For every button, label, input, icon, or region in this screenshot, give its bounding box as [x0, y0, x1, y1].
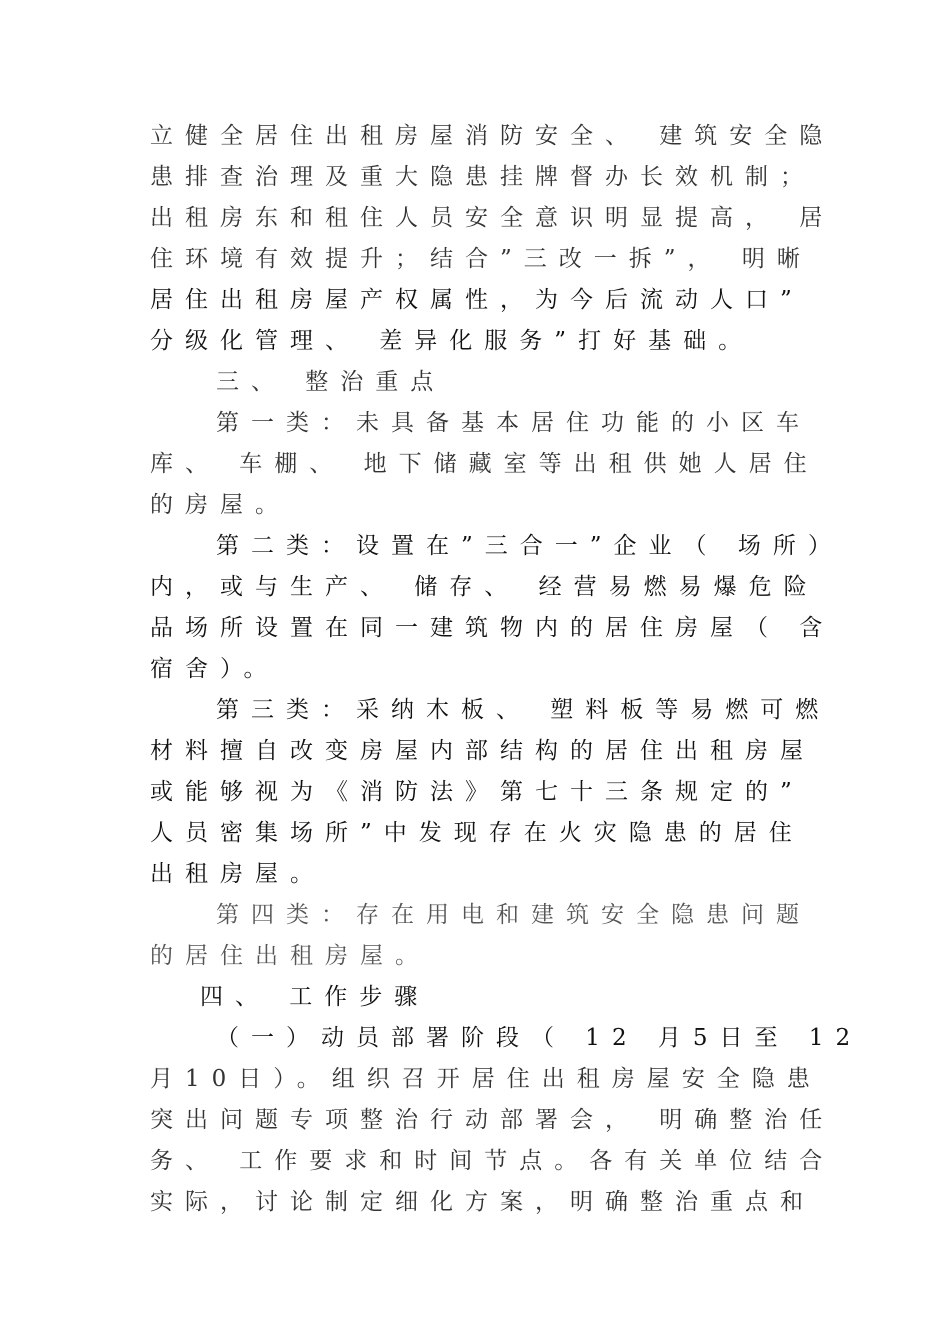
paragraph-start: （一）动员部署阶段（ 12 月5日至 12	[216, 1025, 863, 1051]
text-line: 或能够视为《消防法》第七十三条规定的”	[150, 779, 804, 805]
text-line: 实际，讨论制定细化方案，明确整治重点和	[150, 1189, 815, 1215]
text-line: 品场所设置在同一建筑物内的居住房屋（ 含	[150, 615, 835, 641]
paragraph-start: 第一类：未具备基本居住功能的小区车	[216, 410, 811, 436]
section-heading: 三、 整治重点	[216, 369, 446, 395]
paragraph-start: 第三类：采纳木板、 塑料板等易燃可燃	[216, 697, 831, 723]
text-line: 务、 工作要求和时间节点。各有关单位结合	[150, 1148, 835, 1174]
paragraph-start: 第二类：设置在”三合一”企业（ 场所）	[216, 533, 843, 559]
text-line: 出租房东和租住人员安全意识明显提高， 居	[150, 205, 835, 231]
section-heading: 四、 工作步骤	[200, 984, 430, 1010]
text-line: 宿舍）。	[150, 656, 279, 682]
text-line: 人员密集场所”中发现存在火灾隐患的居住	[150, 820, 804, 846]
text-line: 立健全居住出租房屋消防安全、 建筑安全隐	[150, 123, 835, 149]
text-line: 材料擅自改变房屋内部结构的居住出租房屋	[150, 738, 815, 764]
text-line: 的房屋。	[150, 492, 290, 518]
text-line: 分级化管理、 差异化服务”打好基础。	[150, 328, 754, 354]
text-line: 月10日）。组织召开居住出租房屋安全隐患	[150, 1066, 822, 1092]
text-line: 患排查治理及重大隐患挂牌督办长效机制；	[150, 164, 815, 190]
text-line: 住环境有效提升；结合”三改一拆”， 明晰	[150, 246, 812, 272]
text-line: 库、 车棚、 地下储藏室等出租供她人居住	[150, 451, 819, 477]
text-line: 的居住出租房屋。	[150, 943, 430, 969]
text-line: 内，或与生产、 储存、 经营易燃易爆危险	[150, 574, 819, 600]
paragraph-start: 第四类：存在用电和建筑安全隐患问题	[216, 902, 811, 928]
text-line: 居住出租房屋产权属性，为今后流动人口”	[150, 287, 804, 313]
text-line: 出租房屋。	[150, 861, 325, 887]
text-line: 突出问题专项整治行动部署会， 明确整治任	[150, 1107, 835, 1133]
